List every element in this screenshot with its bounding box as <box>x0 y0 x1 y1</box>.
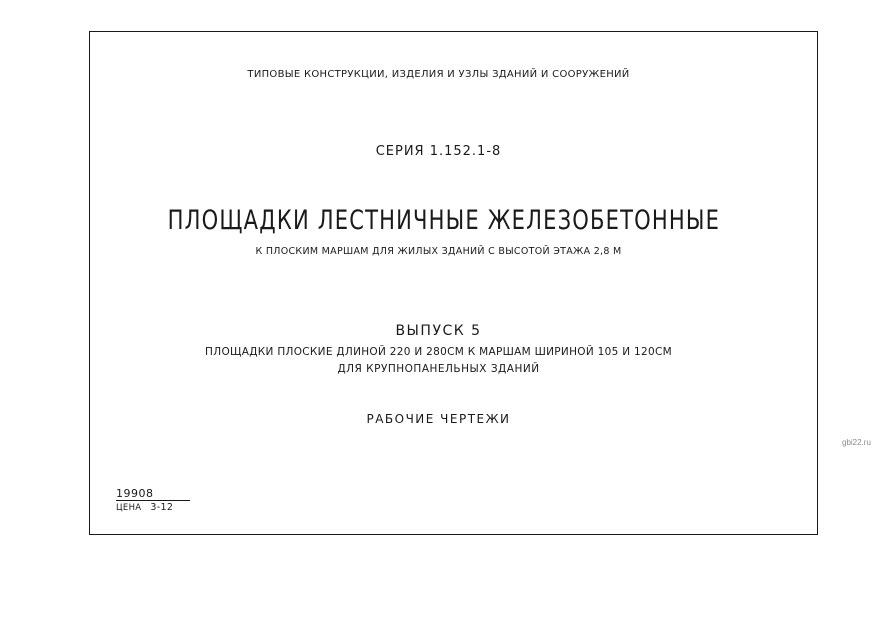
issue-description-line2: ДЛЯ КРУПНОПАНЕЛЬНЫХ ЗДАНИЙ <box>337 363 540 375</box>
document-type: РАБОЧИЕ ЧЕРТЕЖИ <box>366 412 511 426</box>
watermark: gbi22.ru <box>842 438 871 447</box>
issue-description-line1: ПЛОЩАДКИ ПЛОСКИЕ ДЛИНОЙ 220 И 280СМ К МАРШАМ ШИРИНОЙ 105 И 120СМ <box>205 346 672 358</box>
issue-number: ВЫПУСК 5 <box>395 323 482 339</box>
catalog-code: 19908 <box>116 487 190 501</box>
price-value: 3-12 <box>150 502 174 513</box>
document-subtitle: К ПЛОСКИМ МАРШАМ ДЛЯ ЖИЛЫХ ЗДАНИЙ С ВЫСОТОЙ ЭТАЖА 2,8 М <box>255 246 622 257</box>
document-title: ПЛОЩАДКИ ЛЕСТНИЧНЫЕ ЖЕЛЕЗОБЕТОННЫЕ <box>167 205 721 236</box>
price-label: ЦЕНА <box>116 503 142 513</box>
series-number: СЕРИЯ 1.152.1-8 <box>375 144 502 159</box>
header-text: ТИПОВЫЕ КОНСТРУКЦИИ, ИЗДЕЛИЯ И УЗЛЫ ЗДАНИЙ И СООРУЖЕНИЙ <box>247 69 630 80</box>
drawing-frame <box>89 31 818 535</box>
price-block <box>116 502 173 513</box>
